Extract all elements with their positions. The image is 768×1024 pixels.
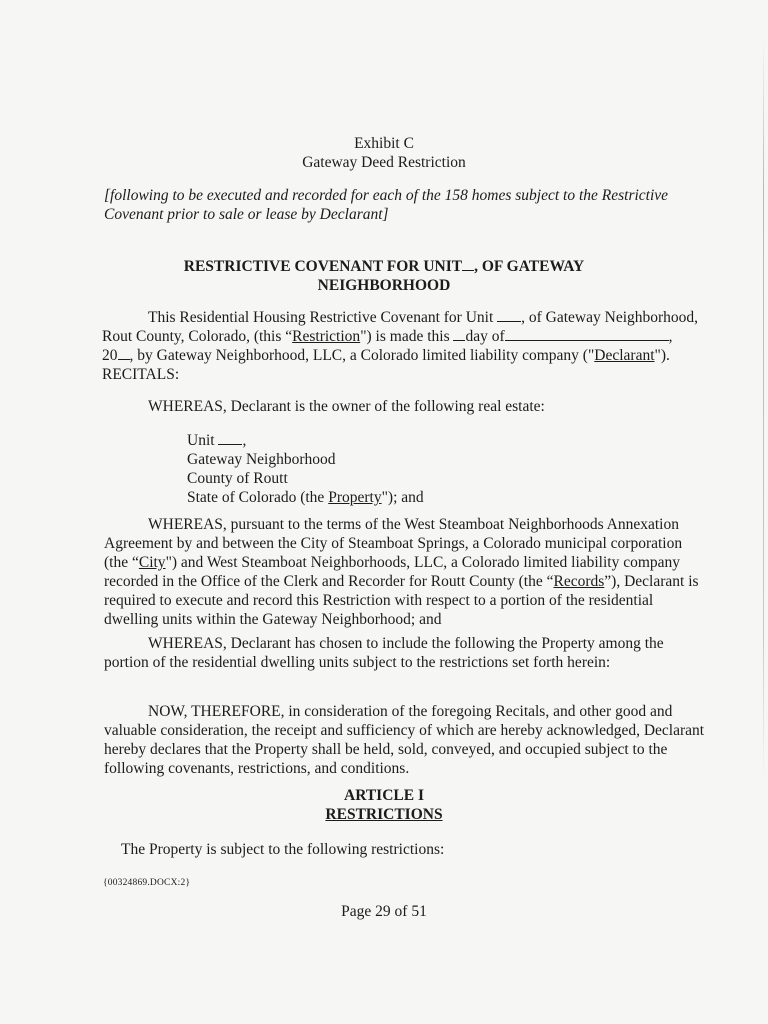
- term-property: Property: [328, 489, 382, 506]
- unit-blank: [462, 257, 474, 271]
- month-blank: [505, 327, 669, 341]
- page-number: Page 29 of 51: [341, 903, 427, 920]
- exhibit-subtitle: Gateway Deed Restriction: [302, 154, 466, 171]
- address-unit-blank: [218, 431, 242, 445]
- document-id: {00324869.DOCX:2}: [103, 878, 191, 888]
- unit-number-blank: [497, 308, 521, 322]
- whereas-owner: WHEREAS, Declarant is the owner of the following real estate:: [148, 398, 545, 415]
- article-number: ARTICLE I: [344, 787, 424, 804]
- day-blank: [453, 327, 465, 341]
- whereas-inclusion: WHEREAS, Declarant has chosen to include the following the Property among the portion of the residential dwelling units subject to the restrictions set forth herein:: [104, 635, 664, 671]
- term-declarant: Declarant: [594, 347, 655, 364]
- covenant-heading-line2: NEIGHBORHOOD: [317, 277, 451, 294]
- recitals-label: RECITALS:: [102, 366, 180, 383]
- restrictions-intro: The Property is subject to the following restrictions:: [121, 841, 445, 858]
- term-restriction: Restriction: [292, 328, 361, 345]
- exhibit-label: Exhibit C: [354, 135, 414, 152]
- term-records: Records: [553, 573, 605, 590]
- article-title: RESTRICTIONS: [325, 806, 443, 823]
- whereas-annexation: WHEREAS, pursuant to the terms of the West Steamboat Neighborhoods Annexation Agreement by and between the City of Steamboat Springs, a Colorado municipal corporation (the “City") and West Steamboat Neighborhoods, LLC, a Colorado limited liability company recorded in the Office of the Clerk and Recorder for Routt County (the “Records”), Declarant is required to execute and record this Restriction with respect to a portion of the residential dwelling units within the Gateway Neighborhood; and: [104, 516, 699, 628]
- intro-paragraph: This Residential Housing Restrictive Covenant for Unit , of Gateway Neighborhood, Rout County, Colorado, (this “Restriction") is made this day of , 20 , by Gateway Neighborhood, LLC, a Colorado limited liability company ("Declarant"). RECITALS:: [102, 309, 699, 383]
- year-blank: [118, 346, 130, 360]
- term-city: City: [138, 554, 166, 571]
- covenant-heading-line1: RESTRICTIVE COVENANT FOR UNIT , OF GATEWAY: [183, 258, 585, 275]
- now-therefore-paragraph: NOW, THEREFORE, in consideration of the foregoing Recitals, and other good and valuable consideration, the receipt and sufficiency of which are hereby acknowledged, Declarant hereby declares that the Property shall be held, sold, conveyed, and occupied subject to the following covenants, restrictions, and conditions.: [104, 703, 705, 777]
- property-address: Unit , Gateway Neighborhood County of Routt State of Colorado (the Property"); and: [187, 432, 424, 506]
- execution-instruction: [following to be executed and recorded for each of the 158 homes subject to the Restrictive Covenant prior to sale or lease by Declarant]: [104, 187, 669, 223]
